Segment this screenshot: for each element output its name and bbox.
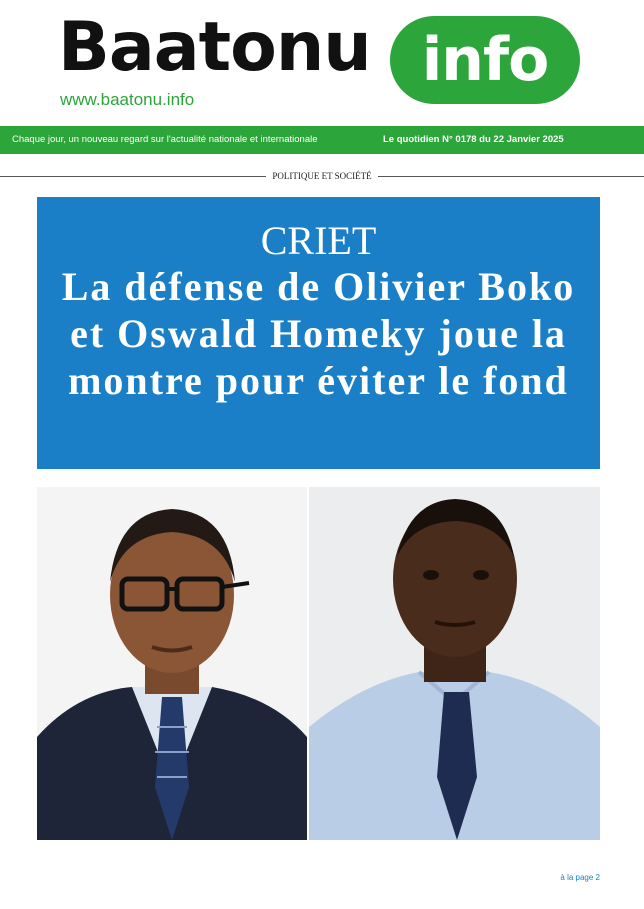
- tagline: Chaque jour, un nouveau regard sur l'actualité nationale et internationale: [12, 134, 318, 145]
- section-rule-left: [0, 176, 266, 177]
- photo-olivier-boko: [37, 487, 307, 840]
- section-rule-right: [378, 176, 644, 177]
- page-reference[interactable]: à la page 2: [560, 873, 600, 882]
- site-url[interactable]: www.baatonu.info: [60, 90, 195, 109]
- section-header: [0, 168, 644, 184]
- logo-wordmark: Baatonu: [58, 8, 371, 87]
- headline-kicker: CRIET: [260, 218, 377, 263]
- logo-info-pill: info: [390, 16, 580, 104]
- photo-oswald-homeky: [309, 487, 600, 840]
- tagline-bar: [0, 126, 644, 154]
- headline-title: La défense de Olivier Boko et Oswald Homeky joue la montre pour éviter le fond: [61, 264, 576, 403]
- section-label: POLITIQUE ET SOCIÉTÉ: [272, 171, 372, 181]
- headline-box: [37, 197, 600, 469]
- issue-info: Le quotidien N° 0178 du 22 Janvier 2025: [383, 134, 564, 145]
